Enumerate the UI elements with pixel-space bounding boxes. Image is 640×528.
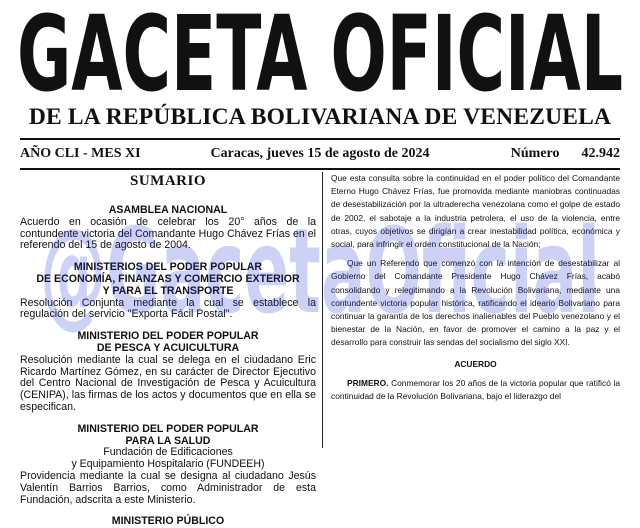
acuerdo-heading: ACUERDO (454, 358, 497, 369)
masthead-subtitle: DE LA REPÚBLICA BOLIVARIANA DE VENEZUELA (28, 104, 612, 130)
acuerdo-column (322, 172, 620, 448)
issue-number-value: 42.942 (581, 146, 620, 161)
section-entity: MINISTERIO DEL PODER POPULAR (77, 330, 259, 343)
section-entity: MINISTERIO DEL PODER POPULAR (77, 422, 259, 435)
sumario-section (20, 516, 316, 528)
issue-year-month: AÑO CLI - MES XI (20, 146, 141, 161)
section-subentity: Fundación de Edificaciones (103, 446, 233, 459)
sumario-section (20, 262, 316, 321)
masthead (0, 0, 640, 150)
sumario-heading: SUMARIO (129, 173, 206, 189)
top-rule (20, 138, 620, 140)
sumario-section (20, 424, 316, 507)
bottom-rule (20, 168, 620, 170)
section-entity: ASAMBLEA NACIONAL (108, 204, 228, 216)
article-label: PRIMERO. (347, 377, 389, 388)
issue-place-date: Caracas, jueves 15 de agosto de 2024 (210, 146, 430, 161)
issue-number (511, 141, 620, 167)
article-text: Conmemorar los 20 años de la victoria popular que ratificó la continuidad de la Revolución Bolivariana, bajo el liderazgo del (331, 377, 621, 402)
masthead-title-text: GACETA OFICIAL (17, 0, 623, 115)
section-entity: Y PARA EL TRANSPORTE (102, 284, 234, 297)
section-subentity: y Equipamiento Hospitalario (FUNDEEH) (71, 458, 265, 471)
section-entry[interactable]: Providencia mediante la cual se designa al ciudadano Jesús Valentín Barrios Barrios, como Administrador de esta Fundación, adscrita a este Ministerio. (20, 469, 316, 506)
article-paragraph (331, 377, 620, 403)
considerando-paragraph: Que esta consulta sobre la continuidad en el poder político del Comandante Eterno Hugo Chávez Frías, fue promovida mediante maniobras continuadas de desestabilización por la ultraderecha venezolana como el golpe de estado de 2002, el sabotaje a la industria petrolera, el uso de la violencia, entre otras, cuyos objetivos se dirigían a crear inestabilidad política, económica y social, para infringir el orden constitucional de la Nación; (331, 173, 620, 250)
masthead-title (14, 0, 626, 115)
section-entity: PARA LA SALUD (125, 434, 211, 447)
watermark-text: @GacetaOficial (40, 202, 600, 340)
section-entity: DE ECONOMÍA, FINANZAS Y COMERCIO EXTERIOR (36, 272, 300, 285)
section-entity: DE PESCA Y ACUICULTURA (96, 341, 240, 354)
sumario-section (20, 205, 316, 252)
section-entry[interactable]: Acuerdo en ocasión de celebrar los 20° años de la contundente victoria del Comandante Hugo Chávez Frías en el referendo del 15 de agosto de 2004. (20, 215, 316, 252)
section-entity: MINISTERIO PÚBLICO (111, 515, 225, 528)
sumario-column (20, 172, 316, 528)
section-entry[interactable]: Resolución mediante la cual se delega en el ciudadano Eric Ricardo Martínez Gómez, en su carácter de Director Ejecutivo del Centro Nacional de Investigación de Pesca y Acuicultura (CENIPA), las firmas de los actos y documentos que en ella se especifican. (20, 353, 316, 413)
issue-number-label: Número (510, 146, 560, 161)
considerando-paragraph: Que un Referendo que comenzó con la intención de desestabilizar al Gobierno del Comandante Presidente Hugo Chávez Frías, acabó consolidando y relegitimando a la Revolución Bolivariana, mediante una contundente victoria popular histórica, ratificando el ideario Bolivariano para continuar la garantía de los derechos inalienables del Pueblo venezolano y el bienestar de la Nación, en favor de promover el camino a la paz y el desarrollo para construir las sendas del socialismo del siglo XXI. (331, 258, 620, 348)
section-entity: MINISTERIOS DEL PODER POPULAR (73, 261, 263, 274)
issue-info-bar (20, 141, 620, 167)
section-entry[interactable]: Resolución Conjunta mediante la cual se establece la regulación del servicio "Exporta Fácil Postal". (20, 296, 316, 321)
sumario-section (20, 331, 316, 414)
